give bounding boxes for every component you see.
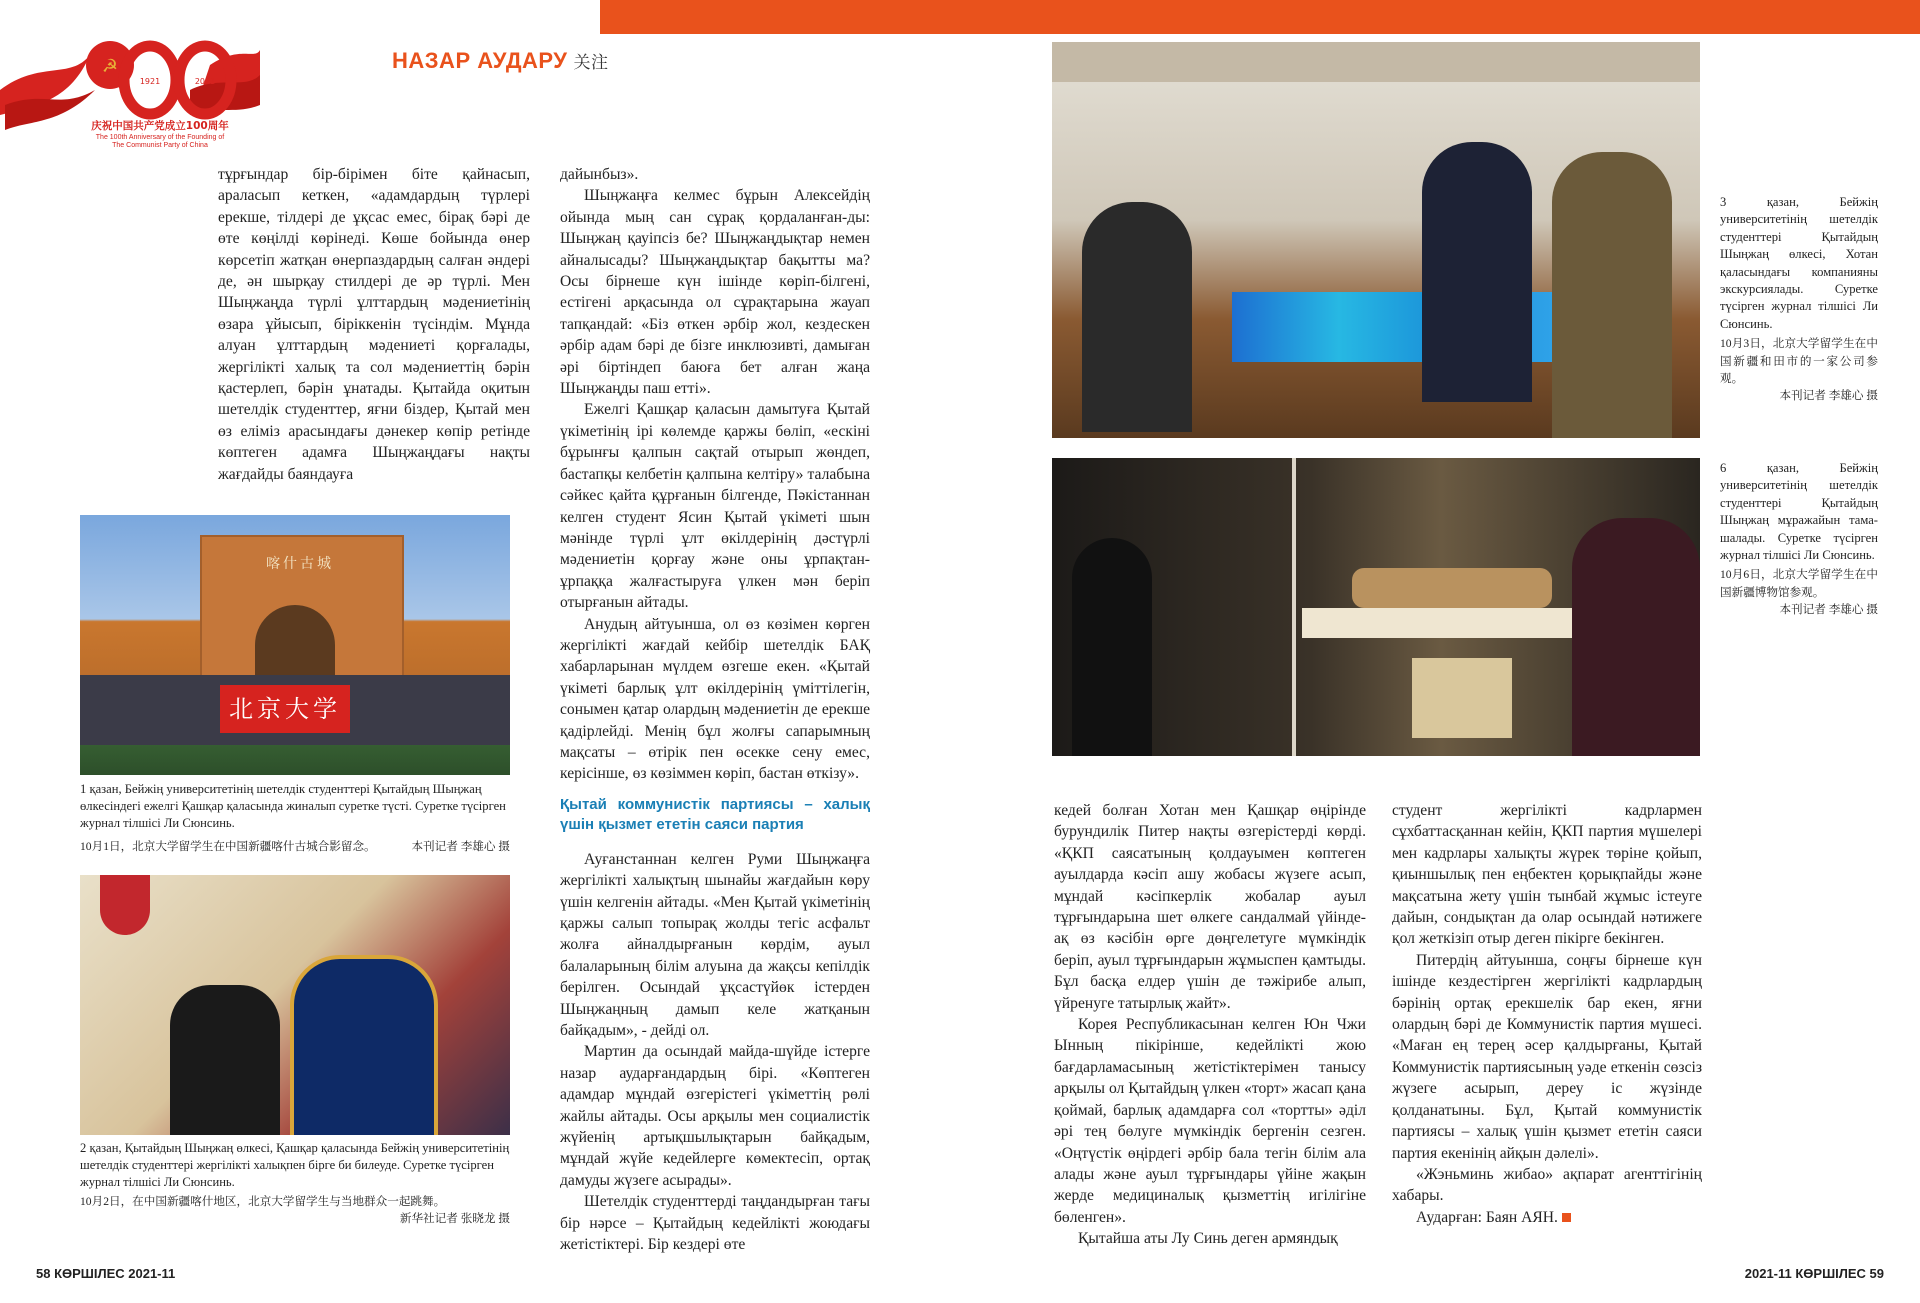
photo4-caption-cn: 10月6日，北京大学留学生在中国新疆博物馆参观。 [1720,568,1878,599]
col3-paragraph-2: Қытайша аты Лу Синь деген армяндық [1078,1230,1338,1248]
city-gate-arch [255,605,335,685]
photo2-caption [80,1140,510,1227]
dancer-left [170,985,280,1135]
logo-cn-text: 庆祝中国共产党成立100周年 [91,120,229,132]
article-column-4 [1392,800,1702,1228]
photo-hotan-company-visit [1052,42,1700,438]
article-column-1 [218,164,530,485]
translator-credit: Аударған: Баян АЯН. [1416,1208,1558,1226]
svg-text:☭: ☭ [101,56,119,77]
col4-paragraph-1: Питердің айтуынша, соңғы бірнеше күн ішінде кездестірген жергілікті кадрлардың бәрінің ортақ ерекшелік бар екен, яғни олардың бәрі де Коммунистік партия мүшесі. «Маған ең терең әсер қалдырғаны, Қытай Коммунистік партиясының уәде еткенін сөзсіз жүзеге асырып, дереу іс жүзінде қолданатыны. Бұл, Қытай коммунистік партиясы – халық үшін қызмет ететін саяси партия екенінің айқын дәлелі». [1392,951,1702,1162]
article-column-3 [1054,800,1366,1250]
visitor-right [1552,152,1672,438]
section-title-kz: НАЗАР АУДАРУ [392,48,568,73]
col2-paragraph-2: Ежелгі Қашқар қаласын дамытуға Қытай үкіметінің ірі көлемде қаржы бөліп, «ескіні бұрынғы қалпын сақтай отырып жөндеп, бастапқы келбетін қалпына келтіру» талабына сәйкес қайта құрғанын білгенде, Пәкістаннан келген студент Ясин Қытай үкіметі шын мәнінде түрлі ұлт өкілдерінің дәстүрлі мәдениетін қорғау және оны ұрпақтан-ұрпаққа жалғастыруға үлкен мән беріп отырғанын айтады. [560,401,870,612]
col2-paragraph-1: Шыңжаңға келмес бұрын Алексейдің ойында мың сан сұрақ қордаланған-ды: Шыңжаң қауіпсіз бе? Шыңжаңдықтар немен айналысады? Шыңжаңдықтар бақытты ма? Осы бірнеше күн ішінде көріп-білгені, естігені арқасында ол сұрақтарына жауап тапқандай: «Біз өткен әрбір жол, кездескен әрбір адам бәрі де бізге инклюзивті, дамыған әрі біртіндеп баюға бет алған жаңа Шыңжаңды паш етті». [560,187,870,398]
workshop-ceiling [1052,42,1700,82]
visitor-center [1422,142,1532,402]
logo-en-text-1: The 100th Anniversary of the Founding of [95,134,225,141]
section-title-cn: 关注 [573,53,609,72]
photo1-caption-kz: 1 қазан, Бейжің университетінің шетелдік студенттері Қытайдың Шыңжаң өлкесіндегі ежелгі Қашқар қаласында жиналып суретке түсті. Суретке түсірген журнал тілшісі Ли Сюнсинь. [80,782,506,830]
subheading: Қытай коммунистік партиясы – халық үшін қызмет ететін саяси партия [560,795,870,833]
photo4-caption-kz: 6 қазан, Бейжің университетінің шетелдік студенттері Қытайдың Шыңжаң мұражайын тамашалады. Суретке түсірген журнал тілшісі Ли Сюнсинь. [1720,461,1878,563]
col1-paragraph: тұрғындар бір-бірімен біте қайнасып, араласып кеткен, «адамдардың түрлері ерекше, тілдері де ұқсас емес, бірақ бәрі де өте көңілді көрінеді. Көше бойында өнер көрсетіп жатқан өнерпаздардың салған әндері де, ән шырқау стилдері де әр түрлі. Мен Шыңжаңда түрлі ұлттардың мәдениетінің өзара ұйысып, біріккенін түсіндім. Мұнда алуан ұлттардың мәдениеті қорғалады, жергілікті халық та сол мәдениеттің бәрін қастерлеп, бәрін ұнатады. Қытайда оқитын шетелдік студенттер, яғни біздер, Қытай мен өз еліміз арасындағы дәнекер көпір ретінде көптеген адамға Шыңжаңдағы нақты жағдайды баяндауға [218,166,530,483]
col2-paragraph-0: дайынбыз». [560,166,639,183]
svg-text:1921: 1921 [139,77,161,86]
centenary-emblem-icon [0,20,260,180]
col3-paragraph-0: кедей болған Хотан мен Қашқар өңірінде бурундилік Питер нақты өзгерістерді көрді. «ҚКП саясатының қолдауымен көптеген ауылдарда кәсіп ашу жобасы жүзеге асып, мұндай кәсіпкерлік жобалар ауыл тұрғындарына шет өлкеге сандалмай үйінде-ақ өз кәсібін өрге дөңгелетуге мүмкіндік беріп, ауыл тұрғындарын жұмыспен қамтыды. Бұл басқа елдер үшін де тәжірибе алып, үйренуге татырлық жайт». [1054,802,1366,1012]
visitor-varsity-jacket [1572,518,1700,756]
photo3-caption-kz: 3 қазан, Бейжің университетінің шетелдік студенттері Қытайдың Шыңжаң өлкесі, Хотан қаласындағы компанияны экскурсиялады. Суретке түсірген журнал тілшісі Ли Сюнсинь. [1720,195,1878,331]
figurine-pedestal [1412,658,1512,738]
svg-text:2021: 2021 [194,77,216,86]
section-title [392,48,608,74]
visitor-left [1072,538,1152,756]
col2-paragraph-4: Ауғанстаннан келген Руми Шыңжаңға жергілікті халықтың шынайы жағдайын көру үшін келгенін айтады. «Мен Қытай үкіметінің қаржы салып топырақ жолды тегіс асфальт жолға айналдырғанын көрдім, ауыл балаларының білім алуына да жақсы кепілдік берілген. Осындай ұқсастүйөк істерден Шыңжаңның дамып келе жатқанын байқадым», - дейді ол. [560,850,870,1040]
cpc-centenary-logo [0,20,260,180]
photo4-side-caption [1720,460,1878,619]
dancer-traditional-costume [290,955,438,1135]
photo3-caption-cn: 10月3日，北京大学留学生在中国新疆和田市的一家公司参观。 [1720,337,1878,386]
display-case-frame [1292,458,1296,756]
photo2-caption-cn: 10月2日，在中国新疆喀什地区，北京大学留学生与当地群众一起跳舞。 [80,1195,446,1208]
photo3-credit: 本刊记者 李雄心 摄 [1779,389,1878,403]
col4-paragraph-0: студент жергілікті кадрлармен сұхбаттасқаннан кейін, ҚКП партия мүшелері мен кадрлары халықты жүрек төріне қойып, қиыншылық пен еңбектен қорықпайды және мақсатына жету үшін тынбай жұмыс істеуге дайын, сондықтан да олар осындай нәтижеге қол жеткізіп отыр деген пікірге бекінген. [1392,802,1702,948]
translator-line [1392,1207,1702,1228]
tang-figurines [1352,568,1552,608]
photo2-credit: 新华社记者 张晓龙 摄 [399,1212,510,1225]
photo-students-dancing [80,875,510,1135]
col2-paragraph-5: Мартин да осындай майда-шүйде істерге назар аударғандардың бірі. «Көптеген адамдар мұндай өзгерістегі үкіметтің рөлі жайлы айтады. Осы арқылы мен социалистік жүйенің артықшылықтарын байқадым, мұндай жүйе кедейлерге көмектесіп, ортақ дамуды жүзеге асырады». [560,1043,870,1189]
photo1-credit: 本刊记者 李雄心 摄 [411,840,510,853]
photo1-caption-cn: 10月1日，北京大学留学生在中国新疆喀什古城合影留念。 [80,840,376,853]
folio-left: 58 КӨРШІЛЕС 2021-11 [36,1266,176,1281]
col4-paragraph-2: «Жэньминь жибао» ақпарат агенттігінің хабары. [1392,1165,1702,1205]
photo4-credit: 本刊记者 李雄心 摄 [1779,603,1878,617]
peking-university-banner: 北京大学 [220,685,350,733]
folio-right: 2021-11 КӨРШІЛЕС 59 [1744,1266,1884,1281]
col2-paragraph-3: Анудың айтуынша, ол өз көзімен көрген жергілікті жағдай кейбір шетелдік БАҚ хабарларынан мүлдем өзгеше екен. «Қытай үкіметі барлық ұлт өкілдерінің үміттілегін, сонымен қатар олардың мәдениетін де ерекше қадірлейді. Менің бұл жолғы сапарымның мақсаты – өтірік пен өсекке сену емес, керісінше, өз көзіммен көріп, бастан өткізу». [560,615,870,783]
col2-paragraph-6: Шетелдік студенттерді таңдандырған тағы бір нәрсе – Қытайдың кедейлікті жоюдағы жетістіктері. Бір кездері өте [560,1193,870,1254]
header-color-bar [600,0,1920,34]
article-column-2 [560,164,870,1256]
logo-en-text-2: The Communist Party of China [112,142,208,149]
photo-kashgar-old-city-gate [80,515,510,775]
gate-sign: 喀什古城 [266,556,334,572]
red-hat [100,875,150,935]
photo1-caption [80,781,510,855]
photo2-caption-kz: 2 қазан, Қытайдың Шыңжаң өлкесі, Қашқар қаласында Бейжің университетінің шетелдік студенттері жергілікті халықпен бірге би билеуде. Суретке түсірген журнал тілшісі Ли Сюнсинь. [80,1141,510,1189]
weaver-woman [1082,202,1192,432]
photo-xinjiang-museum-visit [1052,458,1700,756]
end-mark-icon [1562,1213,1571,1222]
photo3-side-caption [1720,194,1878,405]
col3-paragraph-1: Корея Республикасынан келген Юн Чжи Ынның пікірінше, кедейлікті жою бағдарламасының жетістіктерімен танысу арқылы ол Қытайдың үлкен «торт» жасап қана қоймай, барлық адамдарға сол «тортты» әділ әрі тең бөлуге мүмкіндік бергенін сезген. «Оңтүстік өңірдегі әрбір бала тегін білім ала алады және ауыл тұрғындары үйіне жақын жерде медициналық қызметтің игілігіне бөленген». [1054,1016,1366,1226]
